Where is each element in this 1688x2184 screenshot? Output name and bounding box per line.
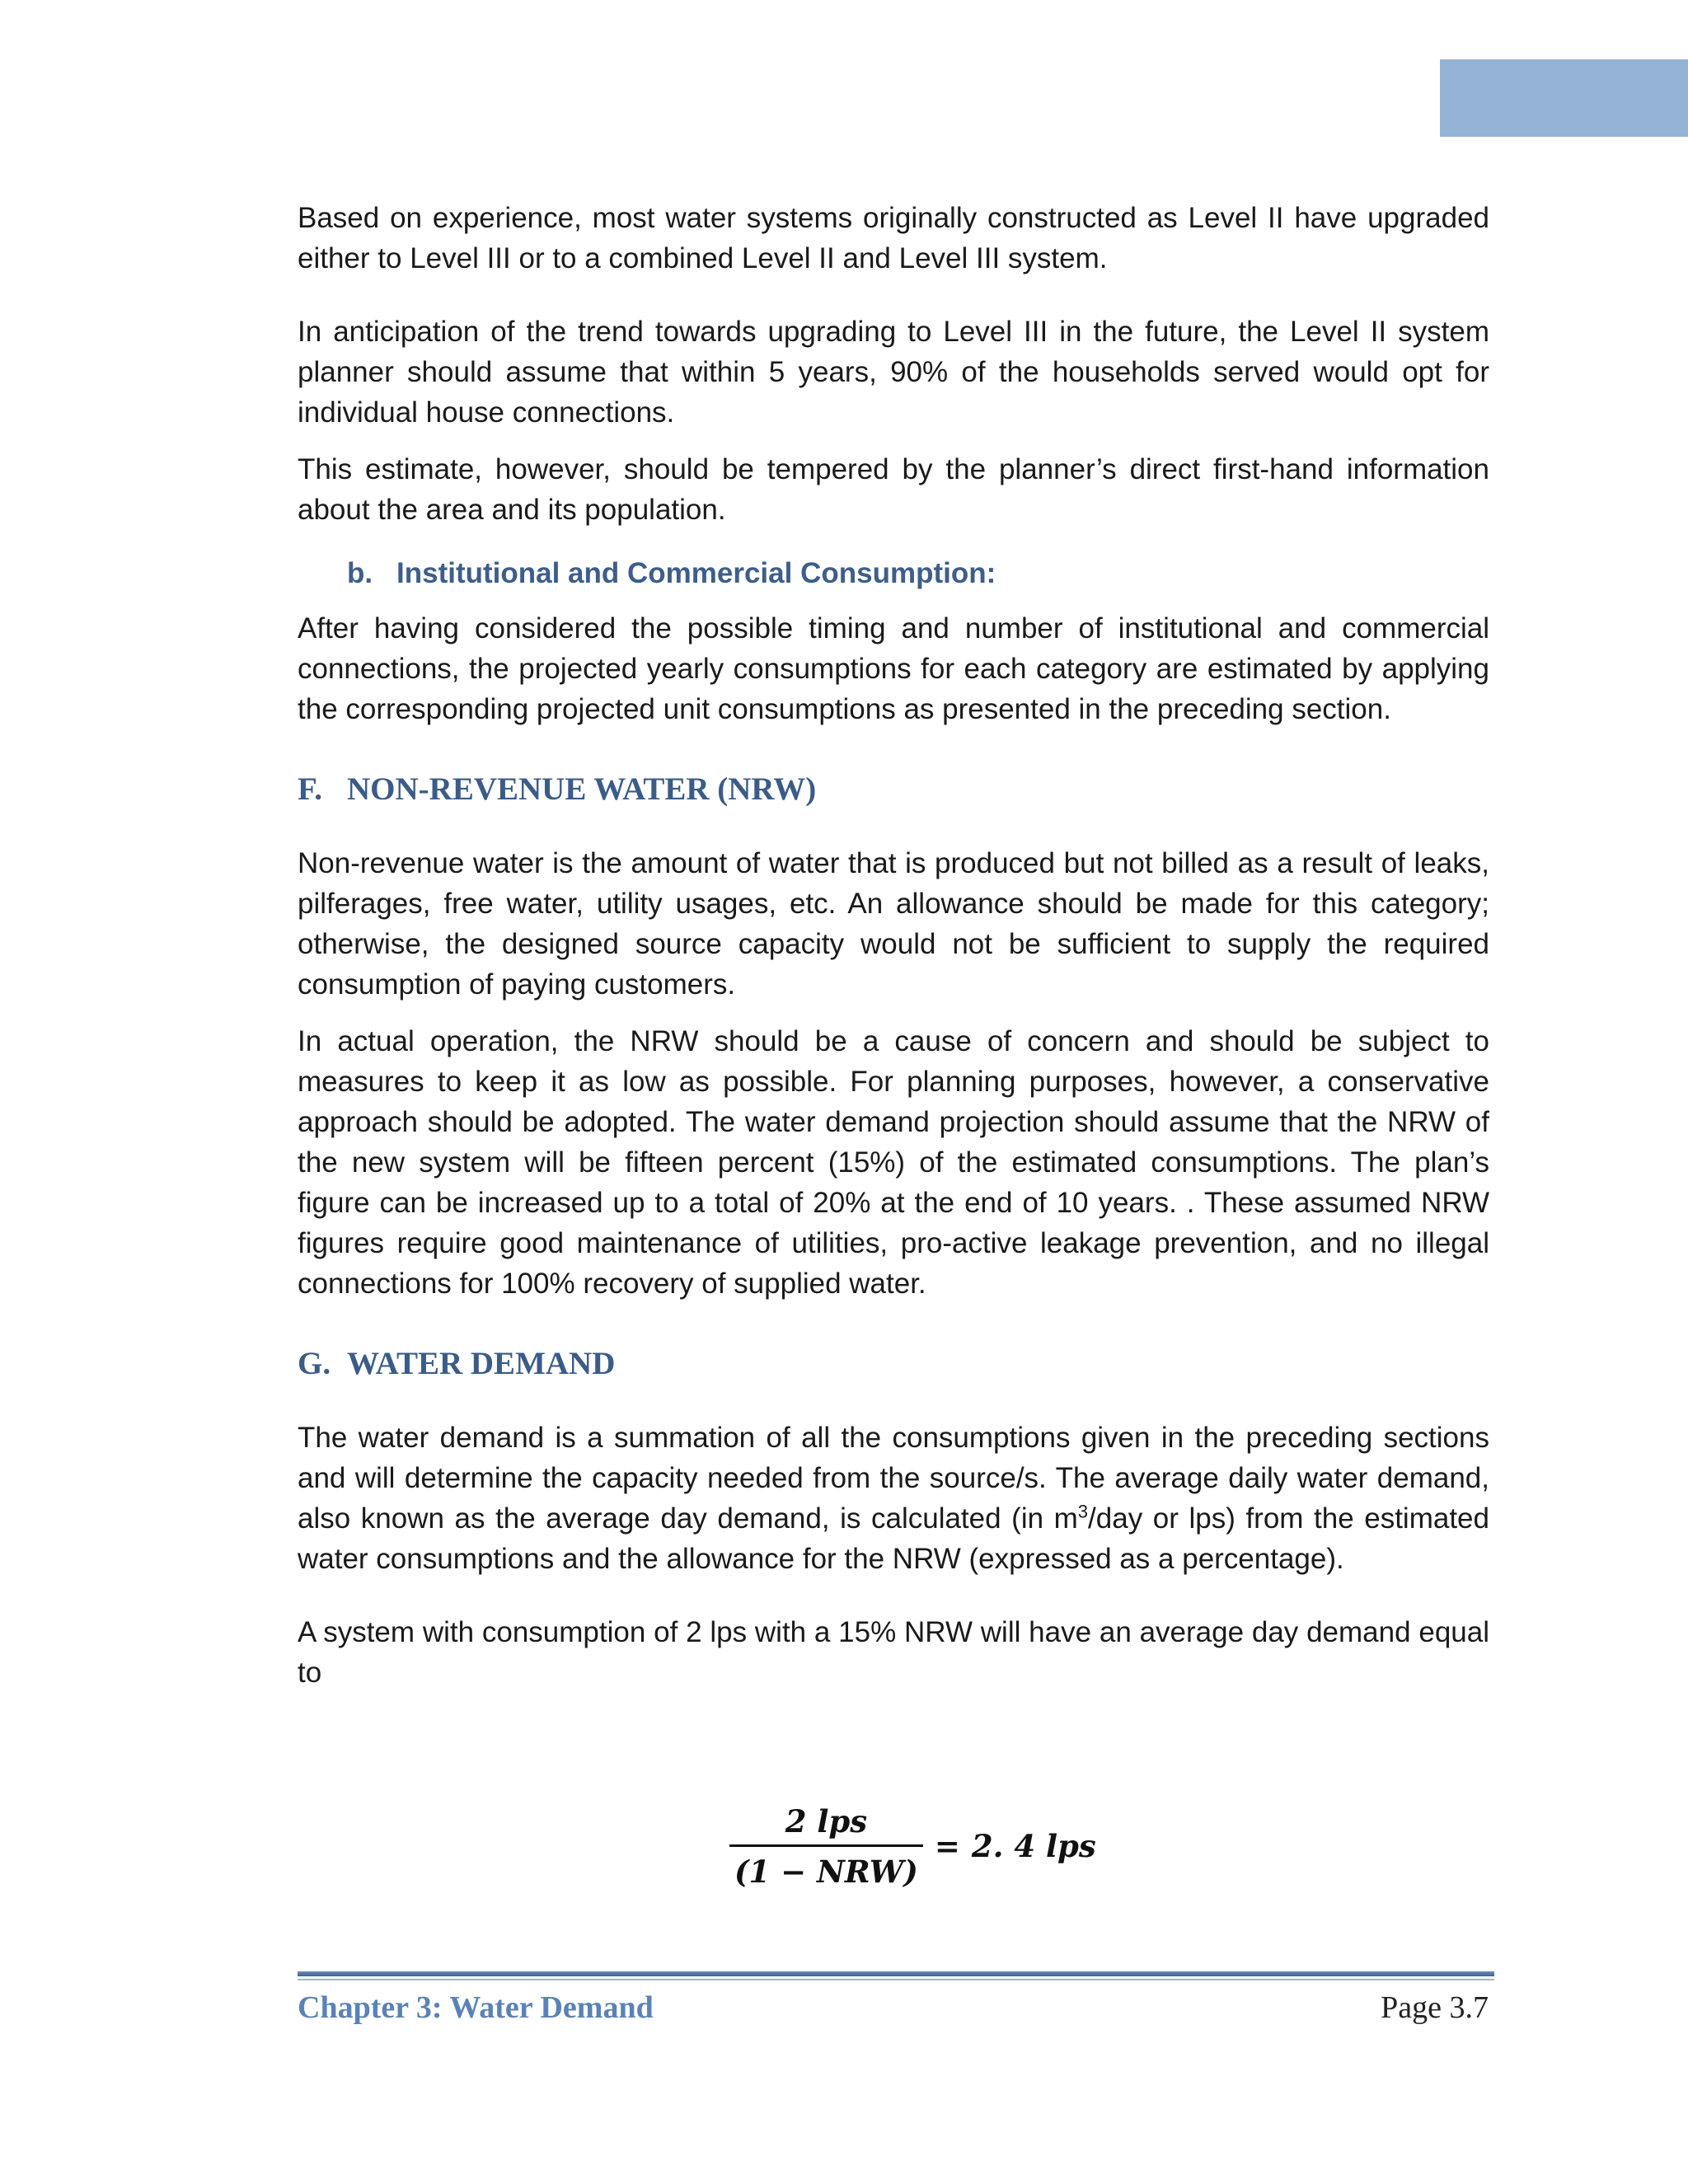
paragraph-level-upgrade: Based on experience, most water systems originally constructed as Level II have upgraded either to Level III or to a combined Level II and Level III system. (298, 202, 1489, 274)
subheading-letter: b. (347, 557, 373, 589)
equation-equals: = (934, 1828, 960, 1864)
section-heading-nrw (298, 769, 1489, 810)
section-heading-water-demand (298, 1343, 1489, 1385)
section-title: WATER DEMAND (347, 1346, 616, 1381)
section-title: NON-REVENUE WATER (NRW) (347, 771, 817, 807)
equation-numerator: 2 lps (785, 1802, 868, 1840)
equation-denominator: (1 − NRW) (729, 1844, 923, 1890)
paragraph-anticipation: In anticipation of the trend towards upgrading to Level III in the future, the Level II system planner should assume that within 5 years, 90% of the households served would opt for individual house connections. (298, 316, 1489, 429)
paragraph-institutional: After having considered the possible timing and number of institutional and commercial connections, the projected yearly consumptions for each category are estimated by applying the corresponding projected unit consumptions as presented in the preceding section. (298, 612, 1489, 725)
section-letter: G. (298, 1346, 331, 1381)
paragraph-nrw-operation: In actual operation, the NRW should be a cause of concern and should be subject to measures to keep it as low as possible. For planning purposes, however, a conservative approach should be adopted. The water demand projection should assume that the NRW of the new system will be fifteen percent (15%) of the estimated consumptions. The plan’s figure can be increased up to a total of 20% at the end of 10 years. . These assumed NRW figures require good maintenance of utilities, pro-active leakage prevention, and no illegal connections for 100% recovery of supplied water. (298, 1025, 1489, 1300)
footer-divider (298, 1971, 1494, 1976)
section-letter: F. (298, 771, 322, 807)
superscript: 3 (1077, 1501, 1089, 1522)
paragraph-water-demand (298, 1418, 1489, 1579)
paragraph-text-part: The water demand is a summation of all the consumptions given in the preceding sections and will determine the capacity needed from the source/s. The average daily water demand, also known as the average day demand, is calculated (in m (298, 1422, 1489, 1535)
document-body (298, 198, 1489, 1693)
subheading-institutional-commercial (347, 553, 1489, 593)
paragraph-text-part: /day or lps) from the estimated water consumptions and the allowance for the NRW (expressed as a percentage). (298, 1502, 1489, 1575)
paragraph-nrw-definition: Non-revenue water is the amount of water that is produced but not billed as a result of leaks, pilferages, free water, utility usages, etc. An allowance should be made for this category; otherwise, the designed source capacity would not be sufficient to supply the required consumption of paying customers. (298, 847, 1489, 1001)
header-corner-tab (1440, 59, 1688, 137)
paragraph-example: A system with consumption of 2 lps with a 15% NRW will have an average day demand equal to (298, 1616, 1489, 1689)
equation-result: 2. 4 lps (971, 1828, 1096, 1864)
footer-divider-thin (298, 1979, 1494, 1980)
equation-fraction (729, 1803, 923, 1890)
footer-chapter-title: Chapter 3: Water Demand (298, 1990, 654, 2025)
paragraph-estimate: This estimate, however, should be tempered by the planner’s direct first-hand information about the area and its population. (298, 453, 1489, 526)
footer-page-number: Page 3.7 (1381, 1990, 1489, 2025)
demand-equation (729, 1793, 1096, 1900)
subheading-text: Institutional and Commercial Consumption: (396, 557, 996, 589)
